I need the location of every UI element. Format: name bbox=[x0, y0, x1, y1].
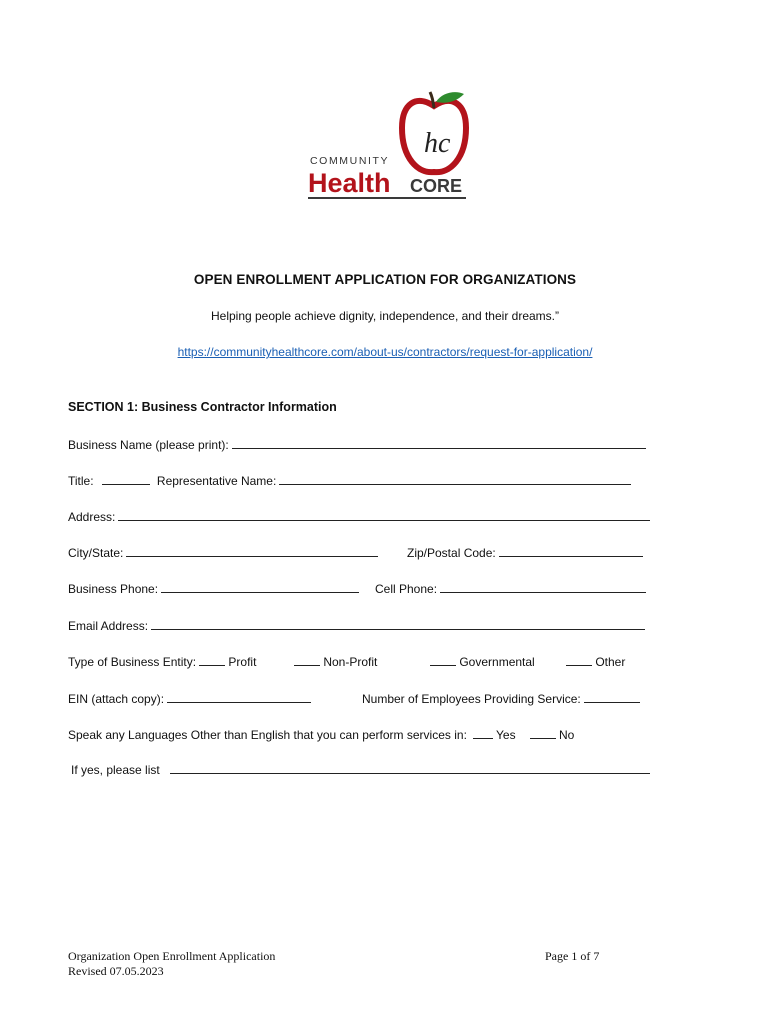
business-name-blank[interactable] bbox=[232, 437, 646, 449]
city-state-label: City/State: bbox=[68, 546, 124, 560]
title-label: Title: bbox=[68, 474, 94, 488]
zip-field bbox=[407, 545, 643, 560]
representative-name-label: Representative Name: bbox=[156, 474, 277, 488]
application-link[interactable]: https://communityhealthcore.com/about-us/contractors/request-for-application/ bbox=[177, 345, 593, 359]
footer-revision-date: Revised 07.05.2023 bbox=[68, 964, 164, 978]
employees-field bbox=[362, 691, 640, 706]
other-option bbox=[566, 654, 625, 669]
address-label: Address: bbox=[68, 510, 116, 524]
svg-text:CORE: CORE bbox=[410, 176, 463, 196]
profit-blank[interactable] bbox=[199, 654, 225, 666]
no-blank[interactable] bbox=[530, 727, 556, 739]
email-label: Email Address: bbox=[68, 619, 149, 633]
city-state-field bbox=[68, 545, 378, 560]
language-list-blank[interactable] bbox=[170, 762, 650, 774]
address-blank[interactable] bbox=[118, 509, 650, 521]
footer-page-number: Page 1 of 7 bbox=[545, 949, 600, 963]
zip-blank[interactable] bbox=[499, 545, 643, 557]
business-name-field bbox=[68, 437, 646, 452]
zip-label: Zip/Postal Code: bbox=[407, 546, 496, 560]
representative-name-blank[interactable] bbox=[279, 473, 631, 485]
non-profit-label: Non-Profit bbox=[323, 655, 378, 669]
employees-blank[interactable] bbox=[584, 691, 640, 703]
title-representative-field bbox=[68, 473, 631, 488]
svg-text:Health: Health bbox=[308, 168, 391, 198]
language-list-field bbox=[71, 762, 650, 777]
email-blank[interactable] bbox=[151, 618, 645, 630]
email-field bbox=[68, 618, 645, 633]
business-phone-field bbox=[68, 581, 359, 596]
languages-label: Speak any Languages Other than English that you can perform services in: bbox=[68, 728, 467, 742]
employees-label: Number of Employees Providing Service: bbox=[362, 692, 581, 706]
non-profit-option bbox=[294, 654, 377, 669]
entity-type-field bbox=[68, 654, 256, 669]
ein-blank[interactable] bbox=[167, 691, 311, 703]
document-title: OPEN ENROLLMENT APPLICATION FOR ORGANIZATIONS bbox=[193, 272, 577, 287]
languages-field bbox=[68, 727, 574, 742]
entity-type-label: Type of Business Entity: bbox=[68, 655, 197, 669]
svg-text:COMMUNITY: COMMUNITY bbox=[310, 155, 390, 167]
ein-label: EIN (attach copy): bbox=[68, 692, 165, 706]
title-blank[interactable] bbox=[102, 473, 150, 485]
footer-left bbox=[68, 949, 275, 979]
community-healthcore-logo bbox=[306, 88, 476, 206]
other-blank[interactable] bbox=[566, 654, 592, 666]
section-1-heading: SECTION 1: Business Contractor Information bbox=[68, 400, 337, 414]
business-phone-label: Business Phone: bbox=[68, 582, 159, 596]
no-label: No bbox=[558, 728, 575, 742]
svg-text:hc: hc bbox=[424, 128, 451, 159]
city-state-blank[interactable] bbox=[126, 545, 378, 557]
tagline: Helping people achieve dignity, independence, and their dreams.” bbox=[210, 309, 559, 323]
other-label: Other bbox=[595, 655, 626, 669]
cell-phone-field bbox=[375, 581, 646, 596]
address-field bbox=[68, 509, 650, 524]
business-name-label: Business Name (please print): bbox=[68, 438, 229, 452]
non-profit-blank[interactable] bbox=[294, 654, 320, 666]
apple-logo-graphic bbox=[306, 88, 476, 206]
language-list-label: If yes, please list bbox=[71, 763, 160, 777]
cell-phone-label: Cell Phone: bbox=[375, 582, 438, 596]
ein-field bbox=[68, 691, 311, 706]
business-phone-blank[interactable] bbox=[161, 581, 359, 593]
profit-label: Profit bbox=[228, 655, 257, 669]
yes-blank[interactable] bbox=[473, 727, 493, 739]
cell-phone-blank[interactable] bbox=[440, 581, 646, 593]
footer-document-name: Organization Open Enrollment Application bbox=[68, 949, 276, 963]
governmental-label: Governmental bbox=[459, 655, 535, 669]
governmental-option bbox=[430, 654, 535, 669]
yes-label: Yes bbox=[496, 728, 516, 742]
governmental-blank[interactable] bbox=[430, 654, 456, 666]
